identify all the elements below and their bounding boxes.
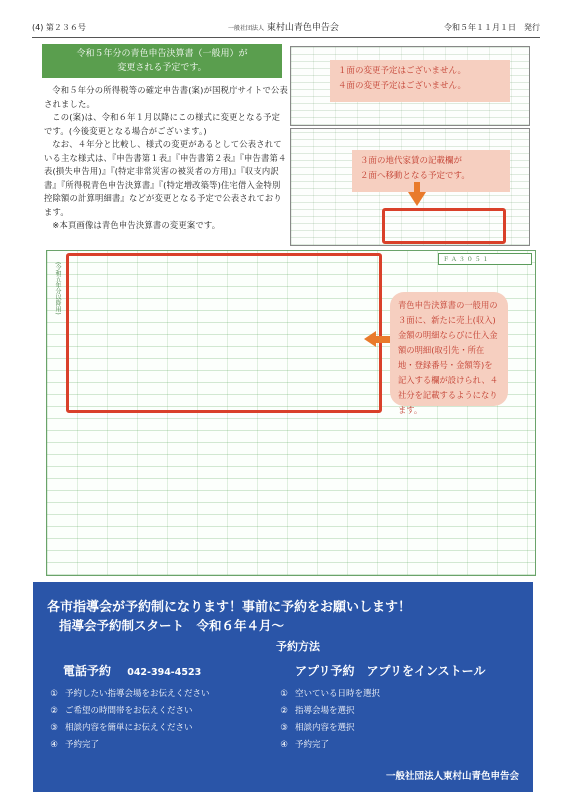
banner-method-heading: 予約方法 [276, 640, 320, 653]
article-title-line2: 変更される予定です。 [117, 63, 207, 73]
highlight-sales-purchase-section [66, 253, 382, 413]
step-text: ご希望の時間帯をお伝えください [65, 706, 193, 716]
publisher-prefix: 一般社団法人 [228, 25, 265, 32]
arrow-down-icon [408, 192, 426, 206]
form-side-label: (令和五年分以降用) [54, 262, 61, 315]
article-paragraph: この(案)は、令和６年１月以降にこの様式に変更となる予定です。(今後変更となる場合がございます。) [44, 112, 281, 136]
list-item [273, 687, 523, 704]
article-title [42, 44, 282, 78]
highlight-rent-section [382, 208, 506, 244]
step-text: 予約完了 [295, 740, 330, 750]
step-text: 予約完了 [65, 740, 100, 750]
app-heading: アプリ予約 アプリをインストール [295, 664, 486, 678]
article-body [44, 84, 288, 233]
issue-date: 令和５年１１月１日 発行 [444, 23, 540, 32]
page-header [32, 18, 540, 38]
note-page3-line2: ２面へ移動となる予定です。 [360, 171, 470, 181]
step-number: ② [50, 706, 58, 716]
article-title-line1: 令和５年分の青色申告決算書（一般用）が [76, 49, 248, 59]
app-reservation [273, 662, 523, 755]
phone-heading-row [43, 662, 283, 679]
step-number: ③ [50, 723, 58, 733]
banner-subtitle: 指導会予約制スタート 令和６年４月～ [59, 618, 285, 633]
step-text: 空いている日時を選択 [295, 689, 381, 699]
step-number: ④ [280, 740, 288, 750]
note-page3 [352, 150, 510, 192]
step-number: ① [280, 689, 288, 699]
publisher [228, 20, 339, 33]
form-code: Ｆ Ａ ３ ０ ５ １ [438, 253, 532, 265]
article-note: ※本頁画像は青色申告決算書の変更案です。 [52, 220, 221, 230]
step-text: 相談内容を簡単にお伝えください [65, 723, 193, 733]
list-item [273, 721, 523, 738]
step-number: ④ [50, 740, 58, 750]
list-item [43, 738, 283, 755]
publisher-name: 東村山青色申告会 [266, 23, 339, 33]
issue-number: (4) 第２３６号 [32, 23, 86, 32]
article-paragraph: 令和５年分の所得税等の確定申告書(案)が国税庁サイトで公表されました。 [44, 85, 289, 109]
note-page4: ４面の変更予定はございません。 [338, 81, 467, 91]
list-item [43, 721, 283, 738]
callout-new-sections: 青色申告決算書の一般用の３面に、新たに売上(収入)金額の明細ならびに仕入金額の明細(取引先・所在地・登録番号・金額等)を記入する欄が設けられ、４社分を記載するようになります。 [390, 292, 508, 406]
step-text: 予約したい指導会場をお伝えください [65, 689, 210, 699]
note-page3-line1: ３面の地代家賃の記載欄が [360, 156, 463, 166]
note-page1: １面の変更予定はございません。 [338, 66, 467, 76]
organization-name: 一般社団法人東村山青色申告会 [385, 771, 519, 782]
step-text: 指導会場を選択 [295, 706, 355, 716]
phone-number: 042-394-4523 [127, 667, 202, 678]
app-steps [273, 687, 523, 755]
list-item [273, 738, 523, 755]
step-text: 相談内容を選択 [295, 723, 355, 733]
arrow-left-icon [364, 334, 392, 344]
banner-title: 各市指導会が予約制になります！事前に予約をお願いします！ [47, 600, 412, 615]
list-item [43, 704, 283, 721]
note-page1-page4 [330, 60, 510, 102]
reservation-banner [33, 582, 533, 792]
phone-steps [43, 687, 283, 755]
step-number: ② [280, 706, 288, 716]
step-number: ① [50, 689, 58, 699]
phone-reservation [43, 662, 283, 755]
list-item [273, 704, 523, 721]
list-item [43, 687, 283, 704]
article-paragraph: なお、４年分と比較し、様式の変更があるとして公表されている主な様式は、『申告書第１表』『申告書第２表』『申告書第４表(損失申告用)』『(特定非常災害の被災者の方用)』『収支内訳書』『所得税青色申告決算書』『(特定増改築等)住宅借入金特別控除額の計算明細書』などが変更となる予定で公表されております。 [44, 139, 287, 217]
step-number: ③ [280, 723, 288, 733]
phone-heading: 電話予約 [63, 664, 112, 678]
